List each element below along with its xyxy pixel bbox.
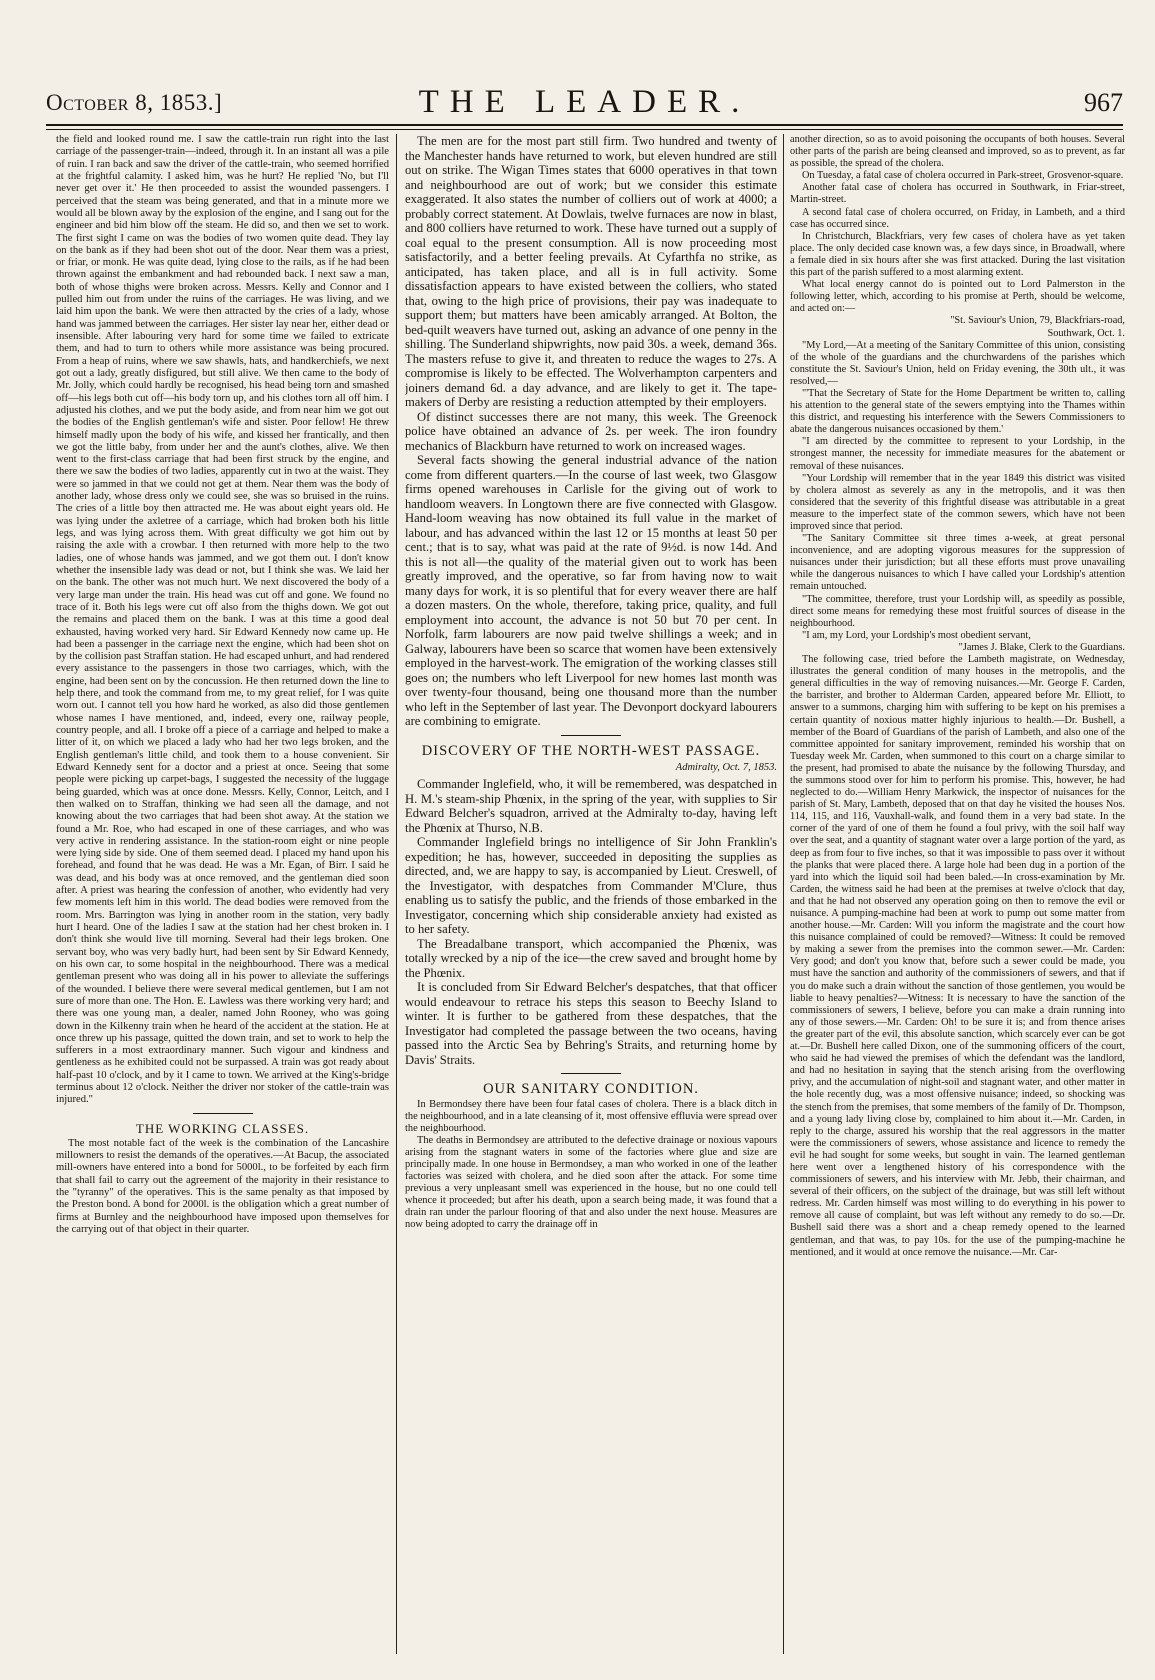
column-2 <box>405 134 777 1664</box>
section-rule <box>193 1113 253 1114</box>
letter-paragraph: "The Sanitary Committee sit three times a-week, at great personal inconvenience, and are adopting vigorous measures for the suppression of nuisances under their jurisdiction; but all these efforts must prove unavailing while the dangerous nuisances to which I have called your Lordship's attention remain untouched. <box>790 533 1125 593</box>
article-paragraph: Commander Inglefield brings no intelligence of Sir John Franklin's expedition; he has, however, succeeded in depositing the supplies as directed, and, we are happy to say, is accompanied by Lieut. Creswell, of the Investigator, with despatches from Commander M'Clure, thus enabling us to satisfy the public, and the friends of those embarked in the Investigator, concerning which ship considerable anxiety had existed as to her safety. <box>405 835 777 936</box>
letter-address-date: Southwark, Oct. 1. <box>1047 327 1125 339</box>
masthead-rule <box>46 124 1123 126</box>
column-1 <box>56 134 389 1656</box>
letter-paragraph: "The committee, therefore, trust your Lordship will, as speedily as possible, direct some means for remedying these most fruitful sources of disease in the neighbourhood. <box>790 593 1125 629</box>
article-paragraph: On Tuesday, a fatal case of cholera occurred in Park-street, Grosvenor-square. <box>802 170 1124 182</box>
article-paragraph: Several facts showing the general industrial advance of the nation come from different quarters.—In the course of last week, two Glasgow firms opened warehouses in Carlisle for the giving out of work to handloom weavers. In Longtown there are five connected with Glasgow. Hand-loom weaving has now obtained its full value in the market of labour, and has advanced within the last 12 or 15 months at least 50 per cent.; that is to say, what was paid at the rate of 9½d. is now 14d. And this is not all—the quality of the material given out to work has been greatly improved, and the operative, so far from having now to wait many days for work, it is so plentiful that for every weaver there are half a dozen masters. On the whole, therefore, taking price, quality, and full employment into account, the advance is not 50 but 70 per cent. In Norfolk, farm labourers are now paid twelve shillings a week; and in Galway, labourers have been so scarce that women have been extensively employed in the harvest-work. The emigration of the working classes still goes on; the numbers who left Liverpool for new homes last month was over twenty-four thousand, being one thousand more than the number who left in the September of last year. The Devonport dockyard labourers are combining to emigrate. <box>405 453 777 728</box>
dateline: Admiralty, Oct. 7, 1853. <box>675 761 777 773</box>
article-paragraph: A second fatal case of cholera occurred, on Friday, in Lambeth, and a third case has occurred since. <box>790 206 1125 230</box>
column-3 <box>790 134 1125 1654</box>
article-paragraph: Of distinct successes there are not many, this week. The Greenock police have obtained an advance of 2s. per week. The iron foundry mechanics of Blackburn have returned to work on increased wages. <box>405 409 777 453</box>
section-rule <box>561 1073 621 1074</box>
letter-closing: "I am, my Lord, your Lordship's most obedient servant, <box>802 629 1031 641</box>
article-paragraph: Another fatal case of cholera has occurred in Southwark, in Friar-street, Martin-street. <box>790 182 1125 206</box>
article-paragraph: The deaths in Bermondsey are attributed to the defective drainage or noxious vapours arising from the stagnant waters in some of the factories where glue and size are principally made. In one house in Bermondsey, a man who worked in one of the leather factories was seized with cholera, and he died soon after the attack. For some time previous a very unpleasant smell was experienced in the house, but no one could tell whence it proceeded; but after his death, upon a search being made, it was found that a drain ran under the parlour flooring of that and also under the next house. Measures are now being adopted to carry the drainage off in <box>405 1135 777 1230</box>
newspaper-title: THE LEADER. <box>418 84 751 120</box>
page-number: 967 <box>1084 88 1123 117</box>
section-heading-north-west-passage: DISCOVERY OF THE NORTH-WEST PASSAGE. <box>421 742 761 759</box>
letter-signature: "James J. Blake, Clerk to the Guardians. <box>958 641 1125 653</box>
article-paragraph: the field and looked round me. I saw the cattle-train run right into the last carriage of the passenger-train—indeed, through it. In an instant all was a pile of ruin. I ran back and saw the driver of the cattle-train, who seemed horrified at the frightful calamity. I asked him, was he hurt? He replied 'No, but I'll never get over it.' He then proceeded to assist the wounded passengers. I perceived that the steam was being generated, and that in a minute more we would all be blown away by the explosion of the engine, and I sang out for the engineer and bid him blow off the steam. He did so, and then we set to work. The first sight I came on was the bodies of two women quite dead. They lay on the bank as if they had been shot out of the door. Near them was a priest, or friar, or monk. He was quite dead, lying close to the rails, as if he had been thrown against the embankment and had rebounded back. I next saw a man, both of whose thighs were broken across. Messrs. Kelly and Connor and I pulled him out from under the ruins of the carriages. He was living, and we laid him upon the bank. We were then attracted by the cries of a lady, whose hand was jammed between the carriages. Her sister lay near her, either dead or insensible. After labouring very hard for some time we failed to extricate them, and had to turn to others while more assistance was being procured. From a heap of ruins, where we saw shawls, hats, and handkerchiefs, we next got out a lady, greatly disfigured, but still alive. We then came to the body of Mr. Jolly, which could hardly be recognised, his head being torn and smashed off—his legs both cut off—his body torn up, and his clothes torn all off him. I adjusted his clothes, and we put the body aside, and from near him we got out the bodies of the English gentleman's wife and sister. Poor fellow! He threw himself madly upon the body of his wife, and kissed her frantically, and then we got the little baby, from under her and the aunt's clothes, alive. We then went to the first-class carriage that had been first struck by the engine, and there we saw the bodies of two ladies, apparently cut in two at the waist. They were so jammed in that we could not get at them. Near them was the body of another lady, whose dress only we could see, she was so bruised in the ruins. The cries of a little boy then attracted me. He was about eight years old. He was lying under the axletree of a carriage, which had broken both his little legs, and was lying across them. With great difficulty we got him out by raising the axle with a crowbar. I then returned with more help to the two ladies, one of whose hands was jammed, and we got them out. I don't know whether the insensible lady was dead or not, but I think she was. We laid her on the bank. The other was not much hurt. We next discovered the body of a very large man under the train. His head was cut off and gone. We found no trace of it. Both his legs were cut off also from the thighs down. We got out the remains and placed them on the bank. I was at this time a good deal exhausted, having worked very hard. Sir Edward Kennedy now came up. He had been a passenger in the carriage next the engine, which had been shot on by the collision past Straffan station. He had escaped unhurt, and had rendered every assistance to the passengers in those two carriages, which, with the engine, had been sent on by the concussion. He then returned down the line to help there, and took the command from me, to my great relief, for I was quite worn out. I cannot tell you how hard he worked, as also did those gentlemen whose names I have mentioned, and, indeed, every one, railway people, country people, and all. I broke off a piece of a carriage and helped to make a litter of it, on which we placed a lady who had her two legs broken, and the English gentleman's little child, and took them to a house convenient. Sir Edward Kennedy sent for a doctor and a priest at once. Seeing that some people were picking up carpet-bags, I suggested the necessity of the luggage being guarded, which was at once done. Messrs. Kelly, Connor, Leitch, and I then walked on to Straffan, thinking we had seen all the damage, and not knowing about the two carriages that had been shot away. At the station we found a Mr. Roe, who had escaped in one of these carriages, and who was very active in rendering assistance. In the station-room eight or nine people were lying side by side. One of them seemed dead. I placed my hand upon his forehead, and found that he was dead. He was a Mr. Egan, of Birr. I said he was dead, and his body was at once removed, and the gentleman died soon after. A priest was hearing the confession of another, who evidently had very few moments left him in this world. The dead bodies were removed from the room. Mrs. Barrington was lying in another room in the station, very badly hurt I heard. One of the ladies I saw at the station had her chest broken in. I don't think she would live till morning. Several had their legs broken. One servant boy, who was very badly hurt, had been sent by Sir Edward Kennedy, on his own car, to some hospital in the neighbourhood. There was a medical gentleman present who was doing all in his power to alleviate the sufferings of the wounded. I believe there were several medical gentlemen, but I am not sure of more than one. The Hon. E. Lawless was there working very hard; and there was one young man, a dealer, named John Rooney, who was going down in the Kilkenny train when he heard of the accident at the station. He at once threw up his passage, quitted the down train, and set to work to help the sufferers in a most extraordinary manner. Such vigour and kindness and gentleness as he exhibited could not be surpassed. A train was got ready about half-past 10 o'clock, and by it I came to town. We arrived at the King's-bridge terminus about 12 o'clock. Neither the driver nor stoker of the cattle-train was injured." <box>56 134 389 1106</box>
article-paragraph: another direction, so as to avoid poisoning the occupants of both houses. Several other parts of the parish are being cleansed and improved, so as to prevent, as far as possible, the spread of the cholera. <box>790 134 1125 170</box>
section-rule <box>561 735 621 736</box>
issue-date: October 8, 1853.] <box>46 90 223 115</box>
section-heading-working-classes: THE WORKING CLASSES. <box>135 1120 310 1136</box>
letter-address: "St. Saviour's Union, 79, Blackfriars-road, <box>950 315 1125 327</box>
section-heading-sanitary-condition: OUR SANITARY CONDITION. <box>483 1081 699 1097</box>
letter-paragraph: "'That the Secretary of State for the Home Department be written to, calling his attention to the general state of the sewers emptying into the Thames within this district, and requesting his interference with the Sewers Commissioners to abate the dangerous nuisances occasioned by them.' <box>790 387 1125 436</box>
masthead <box>46 84 1123 124</box>
letter-paragraph: "My Lord,—At a meeting of the Sanitary Committee of this union, consisting of the whole of the guardians and the churchwardens of the parishes which constitute the St. Saviour's Union, held on Friday evening, the 30th ult., it was resolved,— <box>790 339 1125 387</box>
column-divider <box>783 134 784 1654</box>
article-paragraph: The men are for the most part still firm. Two hundred and twenty of the Manchester hands have returned to work, but eleven hundred are still out on strike. The Wigan Times states that 6000 operatives in that town and neighbourhood are out of work; but we consider this estimate exaggerated. It also states the number of colliers out of work at 4000; a probably correct statement. At Dowlais, twelve furnaces are now in blast, and 800 colliers have returned to work. These have turned out a supply of coal equal to the present consumption. All is now proceeding most satisfactorily, and a better feeling prevails. At Cyfarthfa no strike, as anticipated, has taken place, and all is in full activity. Some dissatisfaction appears to have existed between the colliers, who stated that, owing to the high price of provisions, their pay was inadequate to support them; but matters have been amicably arranged. At Bolton, the bed-quilt weavers have turned out, asking an advance of one penny in the shilling. The Sunderland shipwrights, now paid 30s. a week, demand 36s. The masters refuse to give it, and threaten to reduce the wages to 27s. A compromise is likely to be effected. The Wolverhampton carpenters and joiners demand 6d. a day advance, and are likely to get it. The tape-makers of Derby are resisting a reduction attempted by their employers. <box>405 134 777 409</box>
article-paragraph: The most notable fact of the week is the combination of the Lancashire millowners to resist the demands of the operatives.—At Bacup, the associated mill-owners have entered into a bond for 5000l., to be forfeited by each firm that shall fail to carry out the agreement of the majority in their resistance to the "tyranny" of the operatives. This is the same penalty as that imposed by the Preston bond. A bond for 2000l. is the obligation which a great number of firms at Burnley and the neighbourhood have imposed upon themselves for the carrying out of that object in their quarter. <box>56 1137 389 1235</box>
article-paragraph: In Bermondsey there have been four fatal cases of cholera. There is a black ditch in the neighbourhood, and in a late cleansing of it, most offensive effluvia were spread over the neighbourhood. <box>405 1099 777 1134</box>
article-paragraph: In Christchurch, Blackfriars, very few cases of cholera have as yet taken place. The only decided case known was, a few days since, in Broadwall, where a female died in six hours after she was first attacked. During the last visitation this part of the parish suffered to a most alarming extent. <box>790 230 1125 279</box>
article-paragraph: It is concluded from Sir Edward Belcher's despatches, that that officer would endeavour to retrace his steps this season to Beechy Island to winter. It is further to be gathered from these despatches, that the Investigator had completed the passage between the two oceans, having passed into the Arctic Sea by Behring's Straits, and returning home by Davis' Straits. <box>405 980 777 1067</box>
article-paragraph: What local energy cannot do is pointed out to Lord Palmerston in the following letter, which, according to his promise at Perth, should be welcome, and acted on:— <box>790 279 1125 315</box>
letter-paragraph: "I am directed by the committee to represent to your Lordship, in the strongest manner, the necessity for immediate measures for the abatement or removal of these nuisances. <box>790 436 1125 472</box>
masthead-rule-thin <box>46 129 1123 130</box>
article-paragraph: The following case, tried before the Lambeth magistrate, on Wednesday, illustrates the general condition of many houses in the metropolis, and the general difficulties in the way of removing nuisances.—Mr. George F. Carden, the barrister, and brother to Alderman Carden, appeared before Mr. Elliott, to answer to a summons, charging him with suffering to be kept on his premises a certain quantity of noxious matter highly injurious to health.—Dr. Bushell, a member of the Board of Guardians of the parish of Lambeth, and also one of the committee appointed for sanitary improvement, reminded his worship that on Tuesday week Mr. Carden, when summoned to this court on a charge similar to the present, had promised to abate the nuisance by the following Thursday, and the summons stood over for him to perform his promise. This, however, he had neglected to do.—William Henry Markwick, the inspector of nuisances for the parish of St. Mary, Lambeth, deposed that on that day he visited the houses Nos. 114, 115, and 116, Vauxhall-walk, and found them in a very bad state. In the corner of the yard of one of them he found a foul privy, with the soil half way over the seat, and a quantity of stagnant water over a large portion of the yard, as deep as from four to five inches, so that it was impossible to pass over it without the planks that were placed there. A large hole had been dug in a portion of the yard into which the liquid soil had been baled.—In cross-examination by Mr. Carden, the witness said he had been at the premises at twelve o'clock that day, and that he had not observed any operation going on then to remove the evil or nuisance. A pumping-machine had been at work to pump out some matter from another house.—Mr. Carden: Will you inform the magistrate and the court how this nuisance complained of could be removed?—Witness: It could be removed by making a sewer from the premises into the common sewer.—Mr. Carden: Very good; and don't you know that, before such a sewer could be made, you must have the sanction and authority of the commissioners of sewers, and that if you do make such a drain without the sanction of those gentlemen, you would be liable to heavy penalties?—Witness: It is necessary to have the sanction of the commissioners of sewers, I believe, before you can make a drain running into any of those sewers.—Mr. Carden: Oh! to be sure it is; and from thence arises the greater part of the evil, this absolute sanction, which scarcely ever can be got at.—Dr. Bushell here called Dixon, one of the summoning officers of the court, who said he had viewed the premises of which the defendant was the landlord, and had no hesitation in saying that the stench arising from the overflowing privy, and the accumulation of night-soil and stagnant water, and other matter in the hole recently dug, was a most offensive nuisance; indeed, so shocking was the stench from the premises, that some members of the family of Dr. Thompson, and a young lady living close by, complained to him about it.—Mr. Carden, in reply to the charge, assured his worship that the real aggressors in the matter were the commissioners of sewers, whose assistance and licence to remedy the evil he had sought for some weeks, but sought in vain. The learned gentleman here went over a lengthened history of his correspondence with the commissioners of sewers, and his interview with Mr. Jebb, their chairman, and several of their officers, on the subject of the drainage, but was still left without redress. Mr. Carden himself was most willing to do everything in his power to remove all cause of complaint, but was left without any remedy to do so.—Dr. Bushell said there was a short and a cheap remedy opened to the learned gentleman, and that was, to pay 10s. for the use of the pumping-machine he mentioned, and it would at once remove the nuisance.—Mr. Car- <box>790 654 1125 1258</box>
letter-paragraph: "Your Lordship will remember that in the year 1849 this district was visited by cholera almost as severely as any in the metropolis, and it was then considered that the severity of this frightful disease was attributable in a great measure to the imperfect state of the common sewers, which have not been improved since that period. <box>790 472 1125 532</box>
column-divider <box>396 134 397 1654</box>
article-paragraph: Commander Inglefield, who, it will be remembered, was despatched in H. M.'s steam-ship Phœnix, in the spring of the year, with supplies to Sir Edward Belcher's squadron, arrived at the Admiralty to-day, having left the Phœnix at Thurso, N.B. <box>405 777 777 835</box>
article-paragraph: The Breadalbane transport, which accompanied the Phœnix, was totally wrecked by a nip of the ice—the crew saved and brought home by the Phœnix. <box>405 936 777 980</box>
